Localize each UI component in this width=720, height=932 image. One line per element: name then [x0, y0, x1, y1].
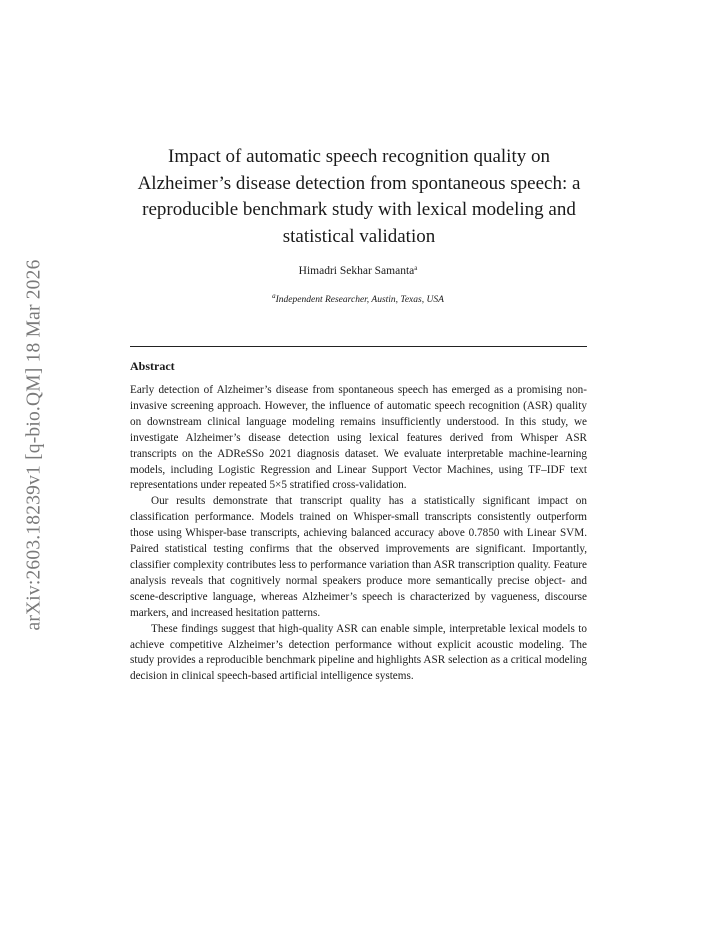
arxiv-identifier-stamp: [18, 240, 52, 650]
affiliation-text: Independent Researcher, Austin, Texas, USA: [275, 295, 444, 305]
author-line: [130, 264, 586, 277]
author-name: Himadri Sekhar Samanta: [298, 265, 415, 277]
arxiv-identifier-text: arXiv:2603.18239v1 [q-bio.QM] 18 Mar 2026: [24, 259, 46, 631]
abstract-top-rule: [130, 346, 587, 347]
abstract-paragraph-3: These findings suggest that high-quality ASR can enable simple, interpretable lexical models to achieve competitive Alzheimer’s detection performance without explicit acoustic modeling. The study provides a reproducible benchmark pipeline and highlights ASR selection as a critical modeling decision in clinical speech-based artificial intelligence systems.: [130, 622, 587, 683]
abstract-body: [130, 383, 587, 685]
author-affiliation-mark: a: [414, 264, 418, 272]
paper-title: Impact of automatic speech recognition quality on Alzheimer’s disease detection from spontaneous speech: a reproducible benchmark study with lexical modeling and statistical validation: [137, 146, 581, 247]
abstract-paragraph-1: Early detection of Alzheimer’s disease from spontaneous speech has emerged as a promising non-invasive screening approach. However, the influence of automatic speech recognition (ASR) quality on downstream clinical language modeling remains insufficiently understood. In this study, we investigate Alzheimer’s disease detection using lexical features derived from Whisper ASR transcripts on the ADReSSo 2021 diagnosis dataset. We evaluate interpretable machine-learning models, including Logistic Regression and Linear Support Vector Machines, using TF–IDF text representations under repeated 5×5 stratified cross-validation.: [130, 384, 587, 492]
affiliation-line: [130, 292, 586, 305]
abstract-heading: Abstract: [130, 359, 175, 373]
abstract-paragraph-2: Our results demonstrate that transcript quality has a statistically significant impact on classification performance. Models trained on Whisper-small transcripts consistently outperform those using Whisper-base transcripts, achieving balanced accuracy above 0.7850 with Linear SVM. Paired statistical testing confirms that the observed improvements are significant. Importantly, classifier complexity contributes less to performance variation than ASR transcription quality. Feature analysis reveals that cognitively normal speakers produce more semantically precise object- and scene-descriptive language, whereas Alzheimer’s speech is characterized by vagueness, discourse markers, and increased hesitation patterns.: [130, 495, 587, 619]
affiliation-mark: a: [272, 292, 276, 300]
